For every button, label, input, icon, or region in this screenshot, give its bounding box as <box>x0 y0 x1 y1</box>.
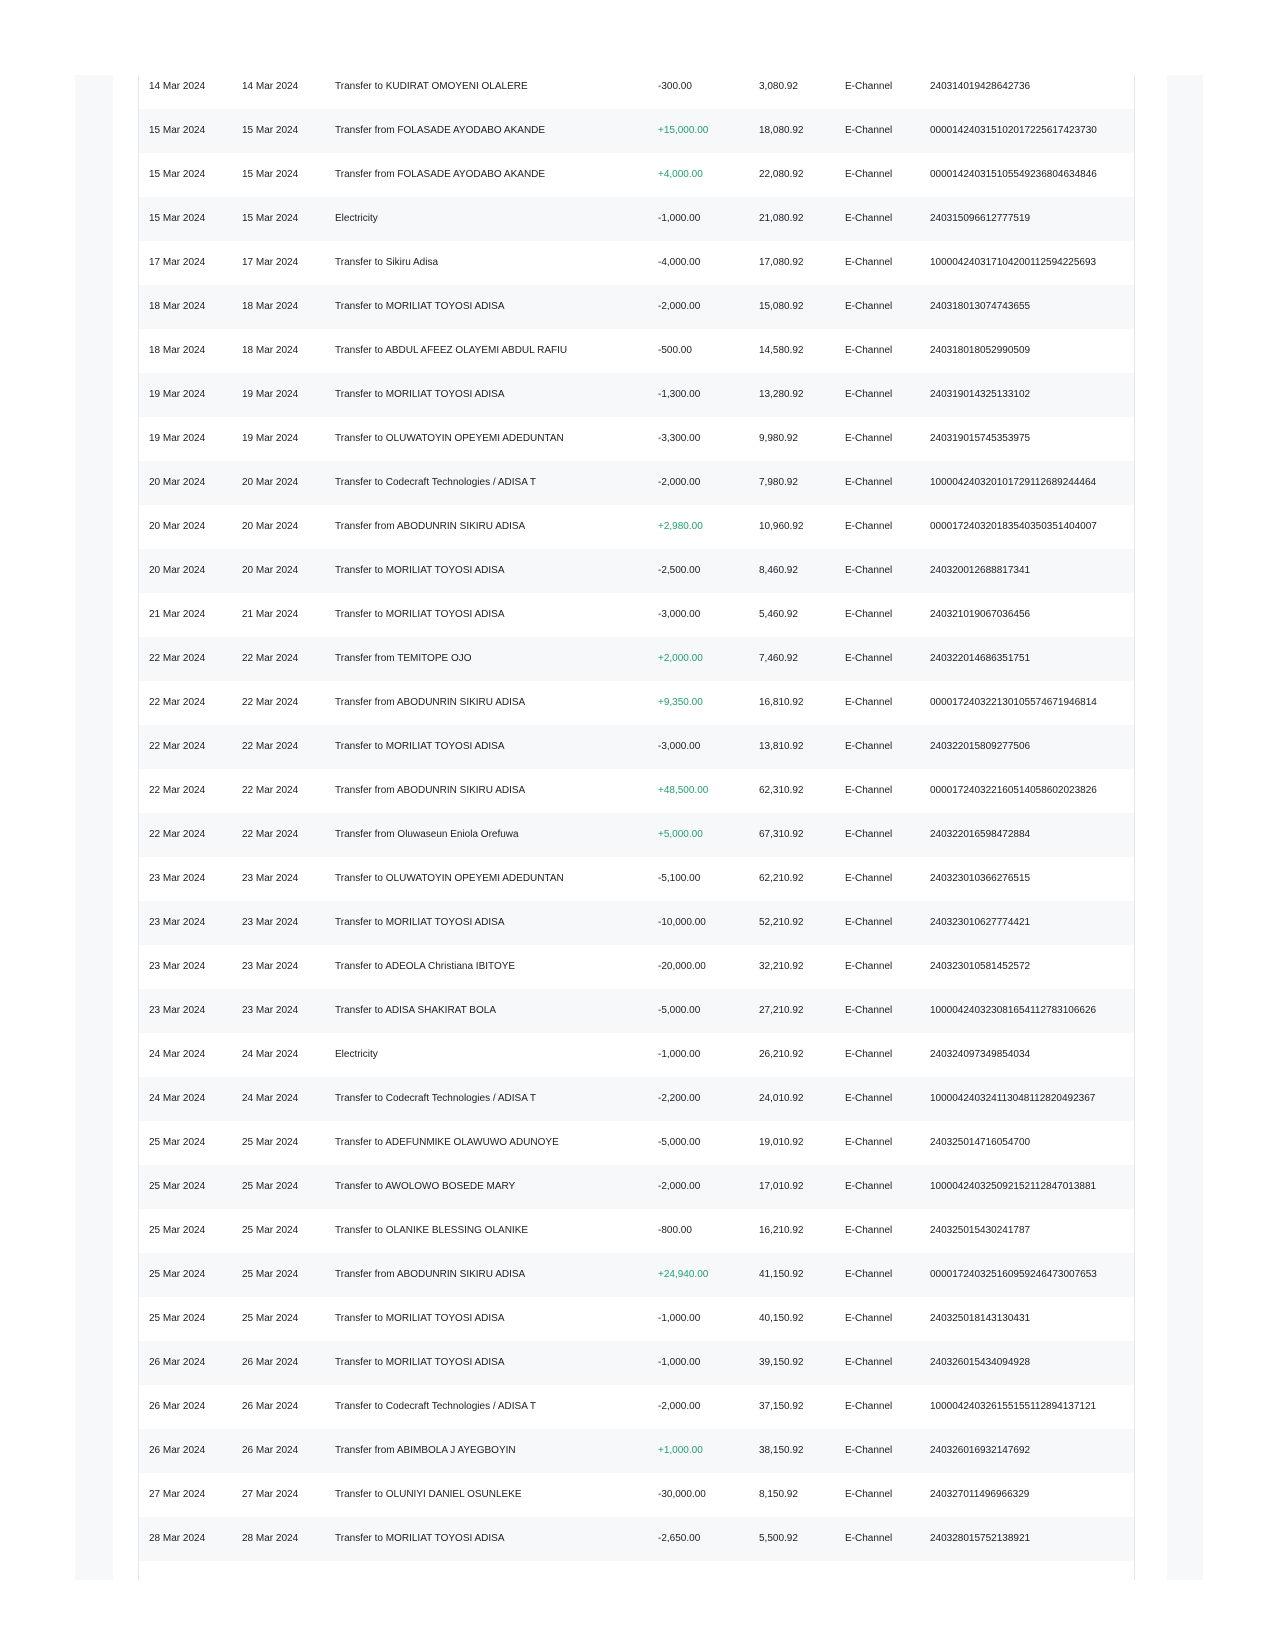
reference-cell: 240325014716054700 <box>930 1137 1031 1148</box>
channel-cell: E-Channel <box>845 477 893 488</box>
value-date-cell: 25 Mar 2024 <box>242 1225 299 1236</box>
reference-cell: 000017240325160959246473007653 <box>930 1269 1097 1280</box>
reference-cell: 240319014325133102 <box>930 389 1031 400</box>
channel-cell: E-Channel <box>845 961 893 972</box>
reference-cell: 240320012688817341 <box>930 565 1031 576</box>
transaction-date-cell: 15 Mar 2024 <box>149 213 206 224</box>
table-row <box>139 857 1134 901</box>
amount-cell: -1,000.00 <box>658 1357 701 1368</box>
transaction-date-cell: 25 Mar 2024 <box>149 1269 206 1280</box>
value-date-cell: 15 Mar 2024 <box>242 169 299 180</box>
table-row <box>139 549 1134 593</box>
value-date-cell: 24 Mar 2024 <box>242 1049 299 1060</box>
reference-cell: 000017240322160514058602023826 <box>930 785 1097 796</box>
balance-cell: 8,460.92 <box>759 565 798 576</box>
right-margin-band <box>1167 75 1203 1580</box>
transaction-date-cell: 25 Mar 2024 <box>149 1181 206 1192</box>
reference-cell: 100004240317104200112594225693 <box>930 257 1097 268</box>
value-date-cell: 22 Mar 2024 <box>242 653 299 664</box>
amount-cell: -1,300.00 <box>658 389 701 400</box>
value-date-cell: 25 Mar 2024 <box>242 1181 299 1192</box>
balance-cell: 62,310.92 <box>759 785 804 796</box>
reference-cell: 240319015745353975 <box>930 433 1031 444</box>
channel-cell: E-Channel <box>845 81 893 92</box>
transaction-date-cell: 15 Mar 2024 <box>149 169 206 180</box>
channel-cell: E-Channel <box>845 697 893 708</box>
transaction-date-cell: 23 Mar 2024 <box>149 873 206 884</box>
reference-cell: 240327011496966329 <box>930 1489 1030 1500</box>
balance-cell: 52,210.92 <box>759 917 804 928</box>
amount-cell: -300.00 <box>658 81 692 92</box>
channel-cell: E-Channel <box>845 1049 893 1060</box>
transaction-date-cell: 24 Mar 2024 <box>149 1093 206 1104</box>
transaction-date-cell: 24 Mar 2024 <box>149 1049 206 1060</box>
value-date-cell: 15 Mar 2024 <box>242 213 299 224</box>
channel-cell: E-Channel <box>845 1225 893 1236</box>
description-cell: Transfer to OLANIKE BLESSING OLANIKE <box>335 1225 529 1236</box>
reference-cell: 240322016598472884 <box>930 829 1031 840</box>
channel-cell: E-Channel <box>845 653 893 664</box>
transaction-date-cell: 25 Mar 2024 <box>149 1225 206 1236</box>
table-row <box>139 1077 1134 1121</box>
description-cell: Transfer from ABIMBOLA J AYEGBOYIN <box>335 1445 516 1456</box>
reference-cell: 000017240320183540350351404007 <box>930 521 1097 532</box>
table-row <box>139 241 1134 285</box>
reference-cell: 240323010581452572 <box>930 961 1031 972</box>
transaction-date-cell: 26 Mar 2024 <box>149 1357 206 1368</box>
channel-cell: E-Channel <box>845 1357 893 1368</box>
channel-cell: E-Channel <box>845 1313 893 1324</box>
table-row <box>139 1385 1134 1429</box>
amount-cell: -20,000.00 <box>658 961 706 972</box>
value-date-cell: 26 Mar 2024 <box>242 1445 299 1456</box>
transactions-table <box>139 65 1134 1561</box>
amount-cell: +15,000.00 <box>658 125 709 136</box>
balance-cell: 37,150.92 <box>759 1401 804 1412</box>
channel-cell: E-Channel <box>845 1005 893 1016</box>
description-cell: Transfer from ABODUNRIN SIKIRU ADISA <box>335 785 526 796</box>
balance-cell: 5,500.92 <box>759 1533 798 1544</box>
amount-cell: -2,500.00 <box>658 565 701 576</box>
description-cell: Transfer to ABDUL AFEEZ OLAYEMI ABDUL RAFIU <box>335 345 568 356</box>
value-date-cell: 23 Mar 2024 <box>242 1005 299 1016</box>
balance-cell: 7,460.92 <box>759 653 798 664</box>
description-cell: Electricity <box>335 1049 378 1060</box>
reference-cell: 240315096612777519 <box>930 213 1031 224</box>
reference-cell: 240324097349854034 <box>930 1049 1031 1060</box>
table-row <box>139 461 1134 505</box>
value-date-cell: 25 Mar 2024 <box>242 1269 299 1280</box>
description-cell: Transfer to ADISA SHAKIRAT BOLA <box>335 1005 496 1016</box>
table-row <box>139 945 1134 989</box>
channel-cell: E-Channel <box>845 1137 893 1148</box>
description-cell: Transfer from FOLASADE AYODABO AKANDE <box>335 169 546 180</box>
reference-cell: 100004240325092152112847013881 <box>930 1181 1097 1192</box>
table-row <box>139 1121 1134 1165</box>
amount-cell: -1,000.00 <box>658 1049 701 1060</box>
value-date-cell: 17 Mar 2024 <box>242 257 299 268</box>
balance-cell: 24,010.92 <box>759 1093 804 1104</box>
balance-cell: 13,810.92 <box>759 741 804 752</box>
balance-cell: 67,310.92 <box>759 829 804 840</box>
channel-cell: E-Channel <box>845 1401 893 1412</box>
amount-cell: -5,100.00 <box>658 873 701 884</box>
table-row <box>139 109 1134 153</box>
balance-cell: 16,810.92 <box>759 697 804 708</box>
description-cell: Transfer from ABODUNRIN SIKIRU ADISA <box>335 1269 526 1280</box>
amount-cell: -2,650.00 <box>658 1533 701 1544</box>
description-cell: Transfer to KUDIRAT OMOYENI OLALERE <box>335 81 528 92</box>
channel-cell: E-Channel <box>845 257 893 268</box>
transaction-date-cell: 28 Mar 2024 <box>149 1533 206 1544</box>
transaction-date-cell: 19 Mar 2024 <box>149 433 206 444</box>
balance-cell: 38,150.92 <box>759 1445 804 1456</box>
reference-cell: 240322015809277506 <box>930 741 1031 752</box>
reference-cell: 240318018052990509 <box>930 345 1031 356</box>
description-cell: Transfer from ABODUNRIN SIKIRU ADISA <box>335 521 526 532</box>
table-row <box>139 1209 1134 1253</box>
table-row <box>139 1517 1134 1561</box>
amount-cell: +2,000.00 <box>658 653 703 664</box>
amount-cell: -3,000.00 <box>658 609 701 620</box>
balance-cell: 40,150.92 <box>759 1313 804 1324</box>
table-row <box>139 681 1134 725</box>
channel-cell: E-Channel <box>845 609 893 620</box>
transaction-date-cell: 22 Mar 2024 <box>149 829 206 840</box>
transaction-date-cell: 22 Mar 2024 <box>149 741 206 752</box>
reference-cell: 000014240315105549236804634846 <box>930 169 1097 180</box>
value-date-cell: 15 Mar 2024 <box>242 125 299 136</box>
table-row <box>139 1341 1134 1385</box>
reference-cell: 000014240315102017225617423730 <box>930 125 1097 136</box>
value-date-cell: 23 Mar 2024 <box>242 873 299 884</box>
reference-cell: 240326015434094928 <box>930 1357 1031 1368</box>
table-row <box>139 65 1134 109</box>
channel-cell: E-Channel <box>845 785 893 796</box>
description-cell: Transfer to OLUWATOYIN OPEYEMI ADEDUNTAN <box>335 873 564 884</box>
transaction-date-cell: 22 Mar 2024 <box>149 653 206 664</box>
amount-cell: -800.00 <box>658 1225 692 1236</box>
table-row <box>139 1033 1134 1077</box>
transaction-date-cell: 20 Mar 2024 <box>149 477 206 488</box>
value-date-cell: 27 Mar 2024 <box>242 1489 299 1500</box>
table-row <box>139 901 1134 945</box>
channel-cell: E-Channel <box>845 1181 893 1192</box>
balance-cell: 3,080.92 <box>759 81 798 92</box>
value-date-cell: 22 Mar 2024 <box>242 741 299 752</box>
description-cell: Transfer to MORILIAT TOYOSI ADISA <box>335 389 505 400</box>
description-cell: Transfer from TEMITOPE OJO <box>335 653 472 664</box>
description-cell: Transfer from ABODUNRIN SIKIRU ADISA <box>335 697 526 708</box>
transaction-date-cell: 23 Mar 2024 <box>149 917 206 928</box>
description-cell: Transfer from Oluwaseun Eniola Orefuwa <box>335 829 519 840</box>
balance-cell: 5,460.92 <box>759 609 798 620</box>
channel-cell: E-Channel <box>845 829 893 840</box>
description-cell: Transfer to Codecraft Technologies / ADISA T <box>335 477 537 488</box>
transaction-date-cell: 18 Mar 2024 <box>149 301 206 312</box>
channel-cell: E-Channel <box>845 565 893 576</box>
amount-cell: -2,000.00 <box>658 1401 701 1412</box>
value-date-cell: 24 Mar 2024 <box>242 1093 299 1104</box>
description-cell: Transfer to MORILIAT TOYOSI ADISA <box>335 741 505 752</box>
reference-cell: 000017240322130105574671946814 <box>930 697 1097 708</box>
table-row <box>139 153 1134 197</box>
transaction-date-cell: 25 Mar 2024 <box>149 1313 206 1324</box>
transaction-date-cell: 26 Mar 2024 <box>149 1401 206 1412</box>
amount-cell: -2,200.00 <box>658 1093 701 1104</box>
reference-cell: 240325015430241787 <box>930 1225 1031 1236</box>
reference-cell: 240314019428642736 <box>930 81 1031 92</box>
table-row <box>139 329 1134 373</box>
balance-cell: 39,150.92 <box>759 1357 804 1368</box>
transaction-date-cell: 19 Mar 2024 <box>149 389 206 400</box>
channel-cell: E-Channel <box>845 1489 893 1500</box>
amount-cell: -10,000.00 <box>658 917 706 928</box>
transaction-date-cell: 22 Mar 2024 <box>149 785 206 796</box>
balance-cell: 16,210.92 <box>759 1225 804 1236</box>
table-row <box>139 1165 1134 1209</box>
transaction-date-cell: 20 Mar 2024 <box>149 521 206 532</box>
table-row <box>139 989 1134 1033</box>
reference-cell: 240321019067036456 <box>930 609 1031 620</box>
channel-cell: E-Channel <box>845 125 893 136</box>
amount-cell: -1,000.00 <box>658 213 701 224</box>
amount-cell: +2,980.00 <box>658 521 703 532</box>
channel-cell: E-Channel <box>845 301 893 312</box>
channel-cell: E-Channel <box>845 433 893 444</box>
amount-cell: +1,000.00 <box>658 1445 703 1456</box>
table-row <box>139 1253 1134 1297</box>
reference-cell: 100004240324113048112820492367 <box>930 1093 1096 1104</box>
transaction-date-cell: 23 Mar 2024 <box>149 961 206 972</box>
balance-cell: 62,210.92 <box>759 873 804 884</box>
channel-cell: E-Channel <box>845 1445 893 1456</box>
description-cell: Transfer to MORILIAT TOYOSI ADISA <box>335 1357 505 1368</box>
reference-cell: 240326016932147692 <box>930 1445 1031 1456</box>
balance-cell: 15,080.92 <box>759 301 804 312</box>
channel-cell: E-Channel <box>845 873 893 884</box>
transaction-date-cell: 22 Mar 2024 <box>149 697 206 708</box>
reference-cell: 100004240323081654112783106626 <box>930 1005 1097 1016</box>
value-date-cell: 26 Mar 2024 <box>242 1401 299 1412</box>
table-row <box>139 417 1134 461</box>
balance-cell: 21,080.92 <box>759 213 804 224</box>
value-date-cell: 14 Mar 2024 <box>242 81 299 92</box>
table-row <box>139 197 1134 241</box>
amount-cell: -2,000.00 <box>658 301 701 312</box>
amount-cell: +24,940.00 <box>658 1269 709 1280</box>
table-row <box>139 593 1134 637</box>
balance-cell: 19,010.92 <box>759 1137 804 1148</box>
balance-cell: 13,280.92 <box>759 389 804 400</box>
value-date-cell: 18 Mar 2024 <box>242 301 299 312</box>
value-date-cell: 22 Mar 2024 <box>242 785 299 796</box>
value-date-cell: 19 Mar 2024 <box>242 433 299 444</box>
description-cell: Transfer to Codecraft Technologies / ADISA T <box>335 1401 537 1412</box>
amount-cell: -2,000.00 <box>658 477 701 488</box>
description-cell: Transfer to Codecraft Technologies / ADISA T <box>335 1093 537 1104</box>
description-cell: Transfer to OLUNIYI DANIEL OSUNLEKE <box>335 1489 522 1500</box>
reference-cell: 240328015752138921 <box>930 1533 1031 1544</box>
value-date-cell: 25 Mar 2024 <box>242 1313 299 1324</box>
value-date-cell: 22 Mar 2024 <box>242 829 299 840</box>
amount-cell: -500.00 <box>658 345 692 356</box>
amount-cell: -1,000.00 <box>658 1313 701 1324</box>
table-row <box>139 285 1134 329</box>
balance-cell: 27,210.92 <box>759 1005 804 1016</box>
transaction-date-cell: 18 Mar 2024 <box>149 345 206 356</box>
value-date-cell: 19 Mar 2024 <box>242 389 299 400</box>
balance-cell: 32,210.92 <box>759 961 804 972</box>
amount-cell: +5,000.00 <box>658 829 703 840</box>
amount-cell: -2,000.00 <box>658 1181 701 1192</box>
balance-cell: 9,980.92 <box>759 433 798 444</box>
balance-cell: 7,980.92 <box>759 477 798 488</box>
value-date-cell: 28 Mar 2024 <box>242 1533 299 1544</box>
transaction-date-cell: 15 Mar 2024 <box>149 125 206 136</box>
table-row <box>139 373 1134 417</box>
value-date-cell: 23 Mar 2024 <box>242 961 299 972</box>
table-row <box>139 769 1134 813</box>
description-cell: Transfer from FOLASADE AYODABO AKANDE <box>335 125 546 136</box>
reference-cell: 240318013074743655 <box>930 301 1031 312</box>
transaction-date-cell: 23 Mar 2024 <box>149 1005 206 1016</box>
value-date-cell: 22 Mar 2024 <box>242 697 299 708</box>
balance-cell: 17,080.92 <box>759 257 804 268</box>
balance-cell: 14,580.92 <box>759 345 804 356</box>
value-date-cell: 20 Mar 2024 <box>242 477 299 488</box>
channel-cell: E-Channel <box>845 1093 893 1104</box>
amount-cell: -3,000.00 <box>658 741 701 752</box>
transaction-date-cell: 21 Mar 2024 <box>149 609 206 620</box>
amount-cell: -4,000.00 <box>658 257 701 268</box>
table-row <box>139 813 1134 857</box>
channel-cell: E-Channel <box>845 213 893 224</box>
value-date-cell: 23 Mar 2024 <box>242 917 299 928</box>
balance-cell: 41,150.92 <box>759 1269 804 1280</box>
channel-cell: E-Channel <box>845 741 893 752</box>
channel-cell: E-Channel <box>845 389 893 400</box>
channel-cell: E-Channel <box>845 917 893 928</box>
value-date-cell: 20 Mar 2024 <box>242 521 299 532</box>
description-cell: Transfer to MORILIAT TOYOSI ADISA <box>335 565 505 576</box>
channel-cell: E-Channel <box>845 169 893 180</box>
transaction-date-cell: 20 Mar 2024 <box>149 565 206 576</box>
left-margin-band <box>75 75 113 1580</box>
table-row <box>139 1429 1134 1473</box>
value-date-cell: 25 Mar 2024 <box>242 1137 299 1148</box>
amount-cell: +9,350.00 <box>658 697 703 708</box>
transaction-date-cell: 25 Mar 2024 <box>149 1137 206 1148</box>
description-cell: Transfer to Sikiru Adisa <box>335 257 439 268</box>
channel-cell: E-Channel <box>845 1269 893 1280</box>
reference-cell: 240325018143130431 <box>930 1313 1031 1324</box>
channel-cell: E-Channel <box>845 1533 893 1544</box>
amount-cell: -3,300.00 <box>658 433 701 444</box>
balance-cell: 26,210.92 <box>759 1049 804 1060</box>
reference-cell: 100004240320101729112689244464 <box>930 477 1097 488</box>
value-date-cell: 18 Mar 2024 <box>242 345 299 356</box>
channel-cell: E-Channel <box>845 345 893 356</box>
description-cell: Electricity <box>335 213 378 224</box>
table-row <box>139 505 1134 549</box>
balance-cell: 17,010.92 <box>759 1181 804 1192</box>
transaction-date-cell: 17 Mar 2024 <box>149 257 206 268</box>
description-cell: Transfer to ADEOLA Christiana IBITOYE <box>335 961 516 972</box>
amount-cell: -5,000.00 <box>658 1005 701 1016</box>
reference-cell: 240323010366276515 <box>930 873 1031 884</box>
description-cell: Transfer to MORILIAT TOYOSI ADISA <box>335 609 505 620</box>
table-row <box>139 637 1134 681</box>
value-date-cell: 21 Mar 2024 <box>242 609 299 620</box>
description-cell: Transfer to OLUWATOYIN OPEYEMI ADEDUNTAN <box>335 433 564 444</box>
balance-cell: 18,080.92 <box>759 125 804 136</box>
reference-cell: 240322014686351751 <box>930 653 1031 664</box>
balance-cell: 8,150.92 <box>759 1489 798 1500</box>
balance-cell: 10,960.92 <box>759 521 804 532</box>
table-row <box>139 1297 1134 1341</box>
description-cell: Transfer to MORILIAT TOYOSI ADISA <box>335 1313 505 1324</box>
amount-cell: -5,000.00 <box>658 1137 701 1148</box>
amount-cell: +4,000.00 <box>658 169 703 180</box>
description-cell: Transfer to MORILIAT TOYOSI ADISA <box>335 917 505 928</box>
value-date-cell: 26 Mar 2024 <box>242 1357 299 1368</box>
description-cell: Transfer to MORILIAT TOYOSI ADISA <box>335 301 505 312</box>
table-row <box>139 1473 1134 1517</box>
amount-cell: -30,000.00 <box>658 1489 706 1500</box>
reference-cell: 100004240326155155112894137121 <box>930 1401 1097 1412</box>
table-right-border <box>1134 75 1135 1580</box>
reference-cell: 240323010627774421 <box>930 917 1031 928</box>
table-row <box>139 725 1134 769</box>
transaction-date-cell: 27 Mar 2024 <box>149 1489 206 1500</box>
transaction-date-cell: 26 Mar 2024 <box>149 1445 206 1456</box>
description-cell: Transfer to MORILIAT TOYOSI ADISA <box>335 1533 505 1544</box>
description-cell: Transfer to AWOLOWO BOSEDE MARY <box>335 1181 516 1192</box>
channel-cell: E-Channel <box>845 521 893 532</box>
value-date-cell: 20 Mar 2024 <box>242 565 299 576</box>
balance-cell: 22,080.92 <box>759 169 804 180</box>
transaction-date-cell: 14 Mar 2024 <box>149 81 206 92</box>
amount-cell: +48,500.00 <box>658 785 709 796</box>
description-cell: Transfer to ADEFUNMIKE OLAWUWO ADUNOYE <box>335 1137 559 1148</box>
